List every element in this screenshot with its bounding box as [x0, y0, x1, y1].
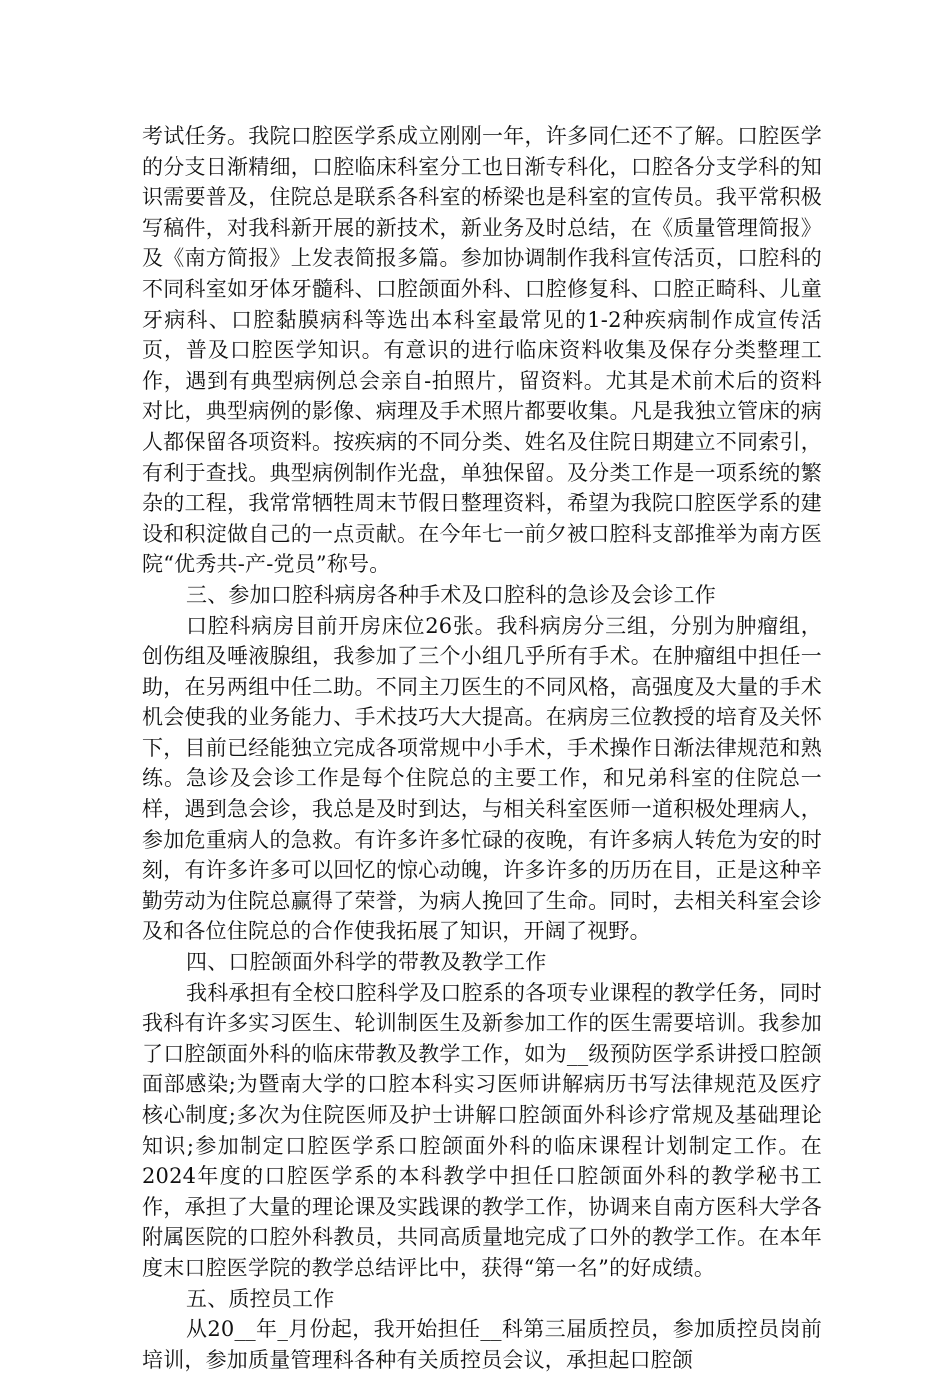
section-heading-teaching: 四、口腔颌面外科学的带教及教学工作 [186, 950, 547, 975]
section-heading-surgery: 三、参加口腔科病房各种手术及口腔科的急诊及会诊工作 [186, 582, 716, 607]
paragraph-quality-control-work: 从20__年_月份起，我开始担任__科第三届质控员，参加质控员岗前培训，参加质量管理科各种有关质控员会议，承担起口腔颌 [142, 1317, 822, 1372]
document-body [142, 121, 822, 1375]
paragraph-surgery-work: 口腔科病房目前开房床位26张。我科病房分三组，分别为肿瘤组，创伤组及唾液腺组，我参加了三个小组几乎所有手术。在肿瘤组中担任一助，在另两组中任二助。不同主刀医生的不同风格，高强度及大量的手术机会使我的业务能力、手术技巧大大提高。在病房三位教授的培育及关怀下，目前已经能独立完成各项常规中小手术，手术操作日渐法律规范和熟练。急诊及会诊工作是每个住院总的主要工作，和兄弟科室的住院总一样，遇到急会诊，我总是及时到达，与相关科室医师一道积极处理病人，参加危重病人的急救。有许多许多忙碌的夜晚，有许多病人转危为安的时刻，有许多许多可以回忆的惊心动魄，许多许多的历历在目，正是这种辛勤劳动为住院总赢得了荣誉，为病人挽回了生命。同时，去相关科室会诊及和各位住院总的合作使我拓展了知识，开阔了视野。 [142, 613, 822, 944]
paragraph-publicity-work: 考试任务。我院口腔医学系成立刚刚一年，许多同仁还不了解。口腔医学的分支日渐精细，口腔临床科室分工也日渐专科化，口腔各分支学科的知识需要普及，住院总是联系各科室的桥梁也是科室的宣传员。我平常积极写稿件，对我科新开展的新技术，新业务及时总结，在《质量管理简报》及《南方简报》上发表简报多篇。参加协调制作我科宣传活页，口腔科的不同科室如牙体牙髓科、口腔颌面外科、口腔修复科、口腔正畸科、儿童牙病科、口腔黏膜病科等选出本科室最常见的1-2种疾病制作成宣传活页，普及口腔医学知识。有意识的进行临床资料收集及保存分类整理工作，遇到有典型病例总会亲自-拍照片，留资料。尤其是术前术后的资料对比，典型病例的影像、病理及手术照片都要收集。凡是我独立管床的病人都保留各项资料。按疾病的不同分类、姓名及住院日期建立不同索引，有利于查找。典型病例制作光盘，单独保留。及分类工作是一项系统的繁杂的工程，我常常牺牲周末节假日整理资料，希望为我院口腔医学系的建设和积淀做自己的一点贡献。在今年七一前夕被口腔科支部推举为南方医院“优秀共-产-党员”称号。 [142, 124, 822, 577]
section-heading-quality-control: 五、质控员工作 [186, 1286, 335, 1311]
paragraph-teaching-work: 我科承担有全校口腔科学及口腔系的各项专业课程的教学任务，同时我科有许多实习医生、轮训制医生及新参加工作的医生需要培训。我参加了口腔颌面外科的临床带教及教学工作，如为__级预防医学系讲授口腔颌面部感染;为暨南大学的口腔本科实习医师讲解病历书写法律规范及医疗核心制度;多次为住院医师及护士讲解口腔颌面外科诊疗常规及基础理论知识;参加制定口腔医学系口腔颌面外科的临床课程计划制定工作。在2024年度的口腔医学系的本科教学中担任口腔颌面外科的教学秘书工作，承担了大量的理论课及实践课的教学工作，协调来自南方医科大学各附属医院的口腔外科教员，共同高质量地完成了口外的教学工作。在本年度末口腔医学院的教学总结评比中，获得“第一名”的好成绩。 [142, 980, 822, 1280]
